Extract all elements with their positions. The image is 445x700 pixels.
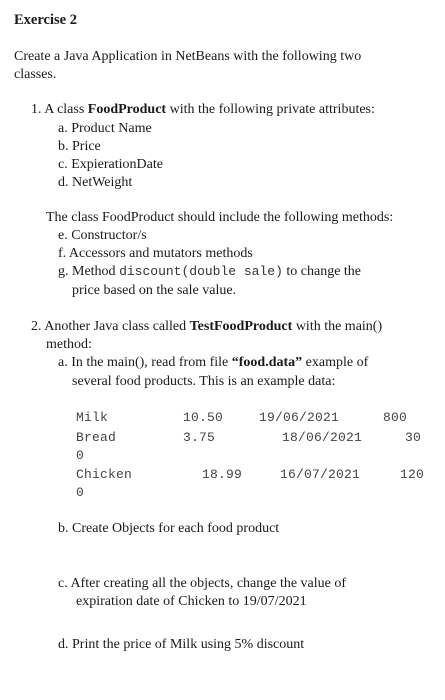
item2-heading-cont: method: [46,337,92,352]
data-cell: 3.75 [183,430,216,445]
method-g-prefix: g. Method [58,264,120,279]
method-item: f. Accessors and mutators methods [58,246,253,261]
intro-text-cont: classes. [14,67,57,82]
item1-heading [31,101,375,119]
item1-suffix: with the following private attributes: [166,102,375,117]
data-cell: 0 [76,448,85,463]
item2-a-prefix: a. In the main(), read from file [58,355,232,370]
item1-prefix: 1. A class [31,102,88,117]
method-g-suffix: to change the [282,264,362,279]
attribute-item: b. Price [58,139,101,154]
method-item: e. Constructor/s [58,228,147,243]
item2-c: c. After creating all the objects, change the value of [58,576,347,591]
data-cell: 16/07/2021 [280,467,361,482]
data-cell: Chicken [76,467,133,482]
exercise-title: Exercise 2 [14,12,77,28]
attribute-item: c. ExpierationDate [58,157,163,172]
data-cell: Milk [76,410,109,425]
data-cell: 10.50 [183,410,224,425]
data-cell: 18.99 [202,467,243,482]
method-item-discount-cont: price based on the sale value. [72,283,237,298]
item2-a-file: “food.data” [231,355,303,370]
item2-a-suffix: example of [302,355,369,370]
item2-suffix: with the main() [292,319,383,334]
data-cell: 30 [405,430,422,445]
item2-b: b. Create Objects for each food product [58,521,280,536]
item2-prefix: 2. Another Java class called [31,319,190,334]
item2-a [58,354,368,372]
item2-c-cont: expiration date of Chicken to 19/07/2021 [76,594,307,609]
data-cell: 18/06/2021 [282,430,363,445]
attribute-item: d. NetWeight [58,175,133,190]
data-cell: 19/06/2021 [259,410,340,425]
item2-d: d. Print the price of Milk using 5% discount [58,637,305,652]
method-g-code: discount(double sale) [119,264,283,279]
method-item-discount [58,263,361,281]
methods-intro: The class FoodProduct should include the following methods: [46,210,394,225]
data-cell: 800 [383,410,408,425]
item2-class-name: TestFoodProduct [189,319,293,334]
item2-heading [31,318,382,336]
data-cell: Bread [76,430,117,445]
item2-a-cont: several food products. This is an example data: [72,374,336,389]
data-cell: 120 [400,467,425,482]
item1-class-name: FoodProduct [87,102,167,117]
intro-text: Create a Java Application in NetBeans with the following two [14,49,362,64]
data-cell: 0 [76,485,85,500]
attribute-item: a. Product Name [58,121,152,136]
